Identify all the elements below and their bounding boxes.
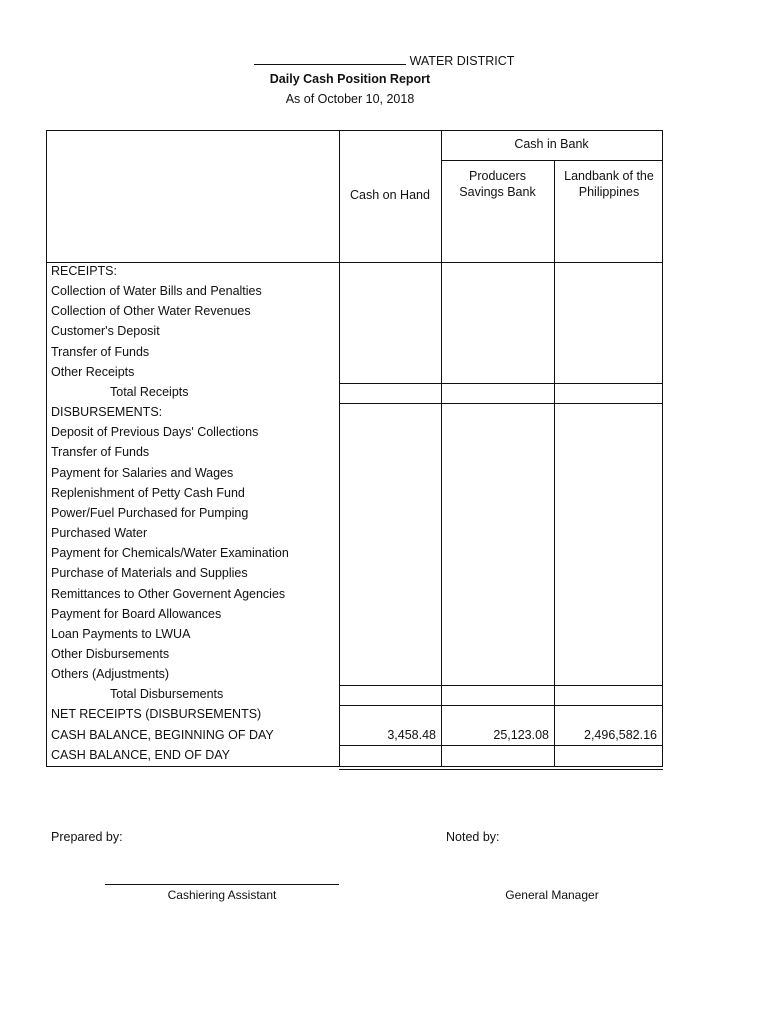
table-border-left xyxy=(46,130,47,767)
end-bottom-line-1 xyxy=(339,766,663,767)
row-label: Payment for Salaries and Wages xyxy=(51,466,234,480)
cash-on-hand-header: Cash on Hand xyxy=(350,188,430,202)
row-label: Transfer of Funds xyxy=(51,445,150,459)
row-label: Others (Adjustments) xyxy=(51,667,170,681)
producers-bank-header xyxy=(441,168,554,200)
table-divider-cash xyxy=(441,130,442,767)
district-name-line xyxy=(0,52,768,68)
total-disbursements-label: Total Disbursements xyxy=(110,687,224,701)
total-receipts-label: Total Receipts xyxy=(110,385,189,399)
beginning-cash-on-hand-value: 3,458.48 xyxy=(387,728,436,742)
producers-bank-line1: Producers xyxy=(469,169,526,183)
row-label: Purchased Water xyxy=(51,526,148,540)
row-label: Transfer of Funds xyxy=(51,345,150,359)
table-border-top xyxy=(46,130,663,131)
landbank-line2: Philippines xyxy=(578,185,640,199)
row-label: Payment for Board Allowances xyxy=(51,607,222,621)
beginning-bottom-line xyxy=(339,745,663,746)
prepared-signature-line xyxy=(105,884,339,885)
report-date: As of October 10, 2018 xyxy=(285,92,415,106)
row-label: Payment for Chemicals/Water Examination xyxy=(51,546,289,560)
noted-title: General Manager xyxy=(505,888,599,902)
row-label: Loan Payments to LWUA xyxy=(51,627,191,641)
row-label: Deposit of Previous Days' Collections xyxy=(51,425,259,439)
row-label: Power/Fuel Purchased for Pumping xyxy=(51,506,249,520)
district-suffix: WATER DISTRICT xyxy=(409,54,515,68)
total-receipts-bottom-line xyxy=(339,403,663,404)
beginning-balance-label: CASH BALANCE, BEGINNING OF DAY xyxy=(51,728,274,742)
producers-bank-line2: Savings Bank xyxy=(459,185,536,199)
district-name-blank xyxy=(254,52,406,65)
landbank-header xyxy=(554,168,664,200)
cash-in-bank-header: Cash in Bank xyxy=(514,137,589,151)
report-title: Daily Cash Position Report xyxy=(269,72,431,86)
row-label: Collection of Water Bills and Penalties xyxy=(51,284,262,298)
receipts-heading: RECEIPTS: xyxy=(51,264,117,278)
table-divider-bank xyxy=(554,160,555,767)
total-disb-bottom-line xyxy=(339,705,663,706)
ending-balance-label: CASH BALANCE, END OF DAY xyxy=(51,748,230,762)
disbursements-heading: DISBURSEMENTS: xyxy=(51,405,163,419)
table-divider-label xyxy=(339,130,340,767)
table-border-right xyxy=(662,130,663,767)
row-label: Replenishment of Petty Cash Fund xyxy=(51,486,245,500)
row-label: Other Disbursements xyxy=(51,647,170,661)
header-bottom-line xyxy=(46,262,663,263)
row-label: Customer's Deposit xyxy=(51,324,160,338)
net-receipts-label: NET RECEIPTS (DISBURSEMENTS) xyxy=(51,707,262,721)
noted-by-label: Noted by: xyxy=(446,830,500,844)
total-disb-top-line xyxy=(339,685,663,686)
row-label: Collection of Other Water Revenues xyxy=(51,304,251,318)
prepared-by-label: Prepared by: xyxy=(51,830,123,844)
total-receipts-top-line xyxy=(339,383,663,384)
bank-header-divider xyxy=(441,160,663,161)
row-label: Remittances to Other Governent Agencies xyxy=(51,587,286,601)
table-border-bottom xyxy=(46,766,340,767)
row-label: Purchase of Materials and Supplies xyxy=(51,566,248,580)
row-label: Other Receipts xyxy=(51,365,135,379)
prepared-title: Cashiering Assistant xyxy=(167,888,277,902)
landbank-line1: Landbank of the xyxy=(564,169,654,183)
beginning-producers-value: 25,123.08 xyxy=(493,728,549,742)
beginning-landbank-value: 2,496,582.16 xyxy=(584,728,657,742)
end-bottom-line-2 xyxy=(339,769,663,770)
